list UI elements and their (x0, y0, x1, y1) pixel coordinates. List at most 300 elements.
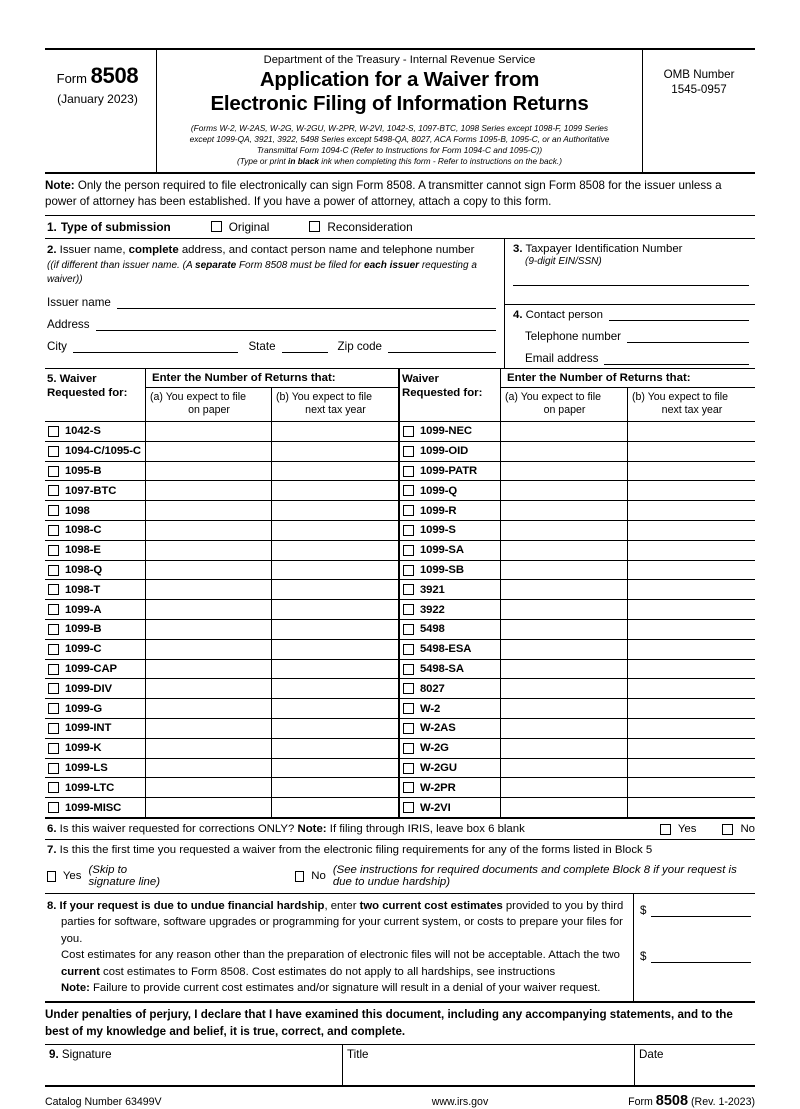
checkbox-icon-1099-ltc[interactable] (48, 782, 59, 793)
block-6-corrections-only (45, 819, 755, 840)
block-8-line1-bold-2: two current cost estimates (359, 900, 503, 913)
waiver-form-label: 1099-LS (65, 762, 108, 775)
checkbox-icon-w-2g[interactable] (403, 743, 414, 754)
checkbox-icon-1094-c-1095-c[interactable] (48, 446, 59, 457)
waiver-form-label: 1099-NEC (420, 425, 472, 438)
perjury-statement: Under penalties of perjury, I declare that I have examined this document, including any accompanying statements, and to the best of my knowledge and belief, it is true, correct, and complete. (45, 1003, 755, 1044)
waiver-form-cell[interactable] (45, 462, 146, 481)
returns-next-year-cell[interactable] (272, 561, 398, 580)
checkbox-icon-1099-a[interactable] (48, 604, 59, 615)
waiver-form-label: 1099-PATR (420, 465, 478, 478)
form-number-line (45, 64, 150, 87)
catalog-number: Catalog Number 63499V (45, 1095, 162, 1108)
waiver-form-label: W-2 (420, 702, 441, 715)
waiver-form-cell[interactable] (45, 798, 146, 817)
form-title-block (157, 50, 643, 172)
checkbox-icon-3921[interactable] (403, 584, 414, 595)
waiver-form-cell[interactable] (400, 739, 501, 758)
telephone-label: Telephone number (525, 329, 622, 343)
waiver-form-label: 3922 (420, 603, 445, 616)
block-7-yes-option[interactable] (47, 864, 175, 888)
table-row (45, 620, 398, 640)
waiver-form-label: 1099-INT (65, 722, 112, 735)
block-1-number: 1. (47, 219, 57, 234)
email-field-row (513, 352, 749, 365)
cost-estimate-1-input[interactable] (651, 904, 751, 917)
returns-on-paper-cell[interactable] (501, 798, 628, 817)
checkbox-icon-1099-int[interactable] (48, 723, 59, 734)
omb-value: 1545-0957 (671, 83, 727, 97)
returns-on-paper-cell[interactable] (146, 481, 272, 500)
right-col-a-line-2: on paper (543, 403, 586, 416)
checkbox-icon-w-2pr[interactable] (403, 782, 414, 793)
waiver-form-cell[interactable] (400, 719, 501, 738)
returns-on-paper-cell[interactable] (146, 600, 272, 619)
block-6-note-bold: Note: (297, 823, 327, 836)
returns-next-year-cell[interactable] (272, 620, 398, 639)
waiver-form-cell[interactable] (45, 580, 146, 599)
checkbox-icon-1099-s[interactable] (403, 525, 414, 536)
returns-on-paper-cell[interactable] (501, 679, 628, 698)
form-number-block (45, 50, 157, 172)
returns-on-paper-cell[interactable] (146, 798, 272, 817)
zip-input[interactable] (388, 340, 496, 353)
table-row (45, 600, 398, 620)
returns-next-year-cell[interactable] (272, 798, 398, 817)
returns-on-paper-cell[interactable] (501, 699, 628, 718)
email-input[interactable] (604, 352, 749, 365)
waiver-form-label: W-2PR (420, 781, 456, 794)
block-8-number: 8. (47, 900, 57, 913)
returns-on-paper-cell[interactable] (146, 759, 272, 778)
block-7-options (47, 864, 755, 888)
returns-on-paper-cell[interactable] (146, 660, 272, 679)
block-9-number: 9. (49, 1047, 59, 1061)
irs-website[interactable]: www.irs.gov (431, 1095, 489, 1108)
waiver-form-label: 1099-LTC (65, 781, 115, 794)
left-col-b-line-1: (b) You expect to file (276, 390, 372, 403)
footer-revision: (Rev. 1-2023) (691, 1095, 755, 1108)
returns-on-paper-cell[interactable] (501, 481, 628, 500)
waiver-form-cell[interactable] (45, 541, 146, 560)
checkbox-icon-5498-sa[interactable] (403, 664, 414, 675)
checkbox-icon-1099-k[interactable] (48, 743, 59, 754)
returns-next-year-cell[interactable] (628, 561, 755, 580)
returns-next-year-cell[interactable] (272, 778, 398, 797)
table-row (400, 620, 755, 640)
waiver-form-cell[interactable] (400, 759, 501, 778)
checkbox-icon-1099-misc[interactable] (48, 802, 59, 813)
returns-next-year-cell[interactable] (272, 501, 398, 520)
waiver-form-label: W-2G (420, 742, 449, 755)
waiver-form-label: 1097-BTC (65, 484, 117, 497)
submission-reconsideration-label: Reconsideration (327, 219, 413, 234)
waiver-form-label: W-2VI (420, 801, 451, 814)
waiver-form-cell[interactable] (400, 798, 501, 817)
checkbox-icon-1098-c[interactable] (48, 525, 59, 536)
waiver-form-label: 3921 (420, 583, 445, 596)
table-row (400, 462, 755, 482)
checkbox-icon-1099-div[interactable] (48, 683, 59, 694)
form-revision-date: (January 2023) (57, 92, 138, 107)
returns-on-paper-cell[interactable] (146, 719, 272, 738)
returns-next-year-cell[interactable] (272, 719, 398, 738)
waiver-form-label: 1098-T (65, 583, 101, 596)
block-5-right-header (400, 369, 755, 422)
block-3-number: 3. (513, 242, 523, 255)
applicable-forms-line-2: except 1099-QA, 3921, 3922, 5498 Series except 5498-QA, 8027, ACA Forms 1095-B, 1095-C, or an Authoritative (189, 133, 610, 144)
block-5-left-header-label (45, 369, 146, 421)
waiver-form-cell[interactable] (45, 739, 146, 758)
checkbox-icon-1099-c[interactable] (48, 644, 59, 655)
returns-on-paper-cell[interactable] (501, 580, 628, 599)
returns-on-paper-cell[interactable] (501, 442, 628, 461)
checkbox-icon-block6-yes[interactable] (660, 824, 671, 835)
returns-on-paper-cell[interactable] (501, 640, 628, 659)
table-row (45, 719, 398, 739)
waiver-form-cell[interactable] (45, 699, 146, 718)
returns-next-year-cell[interactable] (628, 541, 755, 560)
returns-on-paper-cell[interactable] (146, 422, 272, 441)
waiver-form-cell[interactable] (400, 778, 501, 797)
waiver-form-cell[interactable] (45, 501, 146, 520)
telephone-input[interactable] (627, 330, 749, 343)
waiver-form-label: W-2GU (420, 762, 457, 775)
address-input[interactable] (96, 318, 496, 331)
state-input[interactable] (282, 340, 328, 353)
waiver-form-label: 5498-ESA (420, 643, 472, 656)
returns-on-paper-cell[interactable] (146, 739, 272, 758)
waiver-form-label: 1099-Q (420, 484, 458, 497)
table-row (400, 798, 755, 817)
returns-next-year-cell[interactable] (628, 501, 755, 520)
returns-next-year-cell[interactable] (628, 580, 755, 599)
waiver-form-cell[interactable] (400, 660, 501, 679)
returns-on-paper-cell[interactable] (501, 660, 628, 679)
table-row (45, 462, 398, 482)
block-5-left-header-text: Waiver Requested for: (47, 372, 128, 400)
block-4-number: 4. (513, 308, 523, 321)
table-row (400, 422, 755, 442)
block-5-waiver-table (45, 369, 755, 819)
left-col-b-header (272, 388, 398, 421)
block-6-yes-label: Yes (677, 823, 697, 836)
returns-on-paper-cell[interactable] (501, 719, 628, 738)
returns-next-year-cell[interactable] (628, 679, 755, 698)
returns-on-paper-cell[interactable] (501, 600, 628, 619)
block-6-yes-option[interactable] (660, 823, 697, 835)
checkbox-icon-8027[interactable] (403, 683, 414, 694)
signature-field[interactable] (45, 1045, 343, 1085)
irs-form-8508 (45, 48, 755, 1109)
submission-original-option[interactable] (211, 220, 270, 234)
returns-on-paper-cell[interactable] (501, 739, 628, 758)
contact-person-input[interactable] (609, 308, 749, 321)
checkbox-icon-reconsideration[interactable] (309, 221, 320, 232)
waiver-form-label: 1095-B (65, 465, 102, 478)
left-col-a-line-2: on paper (188, 403, 230, 416)
returns-on-paper-cell[interactable] (501, 778, 628, 797)
right-col-a-header (501, 388, 628, 421)
block-2-number: 2. (47, 243, 57, 256)
waiver-form-cell[interactable] (400, 462, 501, 481)
returns-next-year-cell[interactable] (272, 580, 398, 599)
checkbox-icon-1099-patr[interactable] (403, 466, 414, 477)
returns-next-year-cell[interactable] (272, 640, 398, 659)
block-5-right-header-label: Waiver Requested for: (400, 369, 501, 421)
signer-note (45, 174, 755, 216)
checkbox-icon-1097-btc[interactable] (48, 485, 59, 496)
checkbox-icon-1098-t[interactable] (48, 584, 59, 595)
returns-next-year-cell[interactable] (272, 699, 398, 718)
title-field[interactable] (343, 1045, 635, 1085)
checkbox-icon-1099-b[interactable] (48, 624, 59, 635)
returns-on-paper-cell[interactable] (146, 580, 272, 599)
returns-on-paper-cell[interactable] (146, 561, 272, 580)
block-2-heading (47, 243, 496, 258)
returns-on-paper-cell[interactable] (501, 462, 628, 481)
table-row (400, 521, 755, 541)
waiver-form-cell[interactable] (400, 541, 501, 560)
checkbox-icon-1099-q[interactable] (403, 485, 414, 496)
returns-on-paper-cell[interactable] (146, 778, 272, 797)
checkbox-icon-3922[interactable] (403, 604, 414, 615)
returns-on-paper-cell[interactable] (146, 679, 272, 698)
returns-on-paper-cell[interactable] (146, 640, 272, 659)
returns-next-year-cell[interactable] (628, 759, 755, 778)
waiver-form-cell[interactable] (45, 481, 146, 500)
returns-next-year-cell[interactable] (628, 719, 755, 738)
signature-label: Signature (58, 1047, 112, 1061)
checkbox-icon-1095-b[interactable] (48, 466, 59, 477)
checkbox-icon-block6-no[interactable] (722, 824, 733, 835)
issuer-name-input[interactable] (117, 296, 496, 309)
returns-on-paper-cell[interactable] (146, 462, 272, 481)
waiver-form-cell[interactable] (400, 501, 501, 520)
returns-on-paper-cell[interactable] (146, 442, 272, 461)
waiver-form-label: 1099-OID (420, 445, 469, 458)
cost-estimate-2-row (640, 950, 751, 963)
waiver-form-label: 1099-DIV (65, 682, 112, 695)
waiver-form-label: 1099-B (65, 623, 102, 636)
returns-on-paper-cell[interactable] (146, 620, 272, 639)
returns-on-paper-cell[interactable] (501, 521, 628, 540)
returns-next-year-cell[interactable] (628, 640, 755, 659)
returns-next-year-cell[interactable] (628, 422, 755, 441)
block-8-line-3: Cost estimates for any reason other than the preparation of electronic files will not be acceptable. Attach the two (61, 949, 620, 962)
issuer-name-label: Issuer name (47, 295, 111, 309)
returns-next-year-cell[interactable] (628, 481, 755, 500)
checkbox-icon-1099-r[interactable] (403, 505, 414, 516)
checkbox-icon-1099-cap[interactable] (48, 664, 59, 675)
waiver-form-cell[interactable] (45, 561, 146, 580)
returns-next-year-cell[interactable] (272, 541, 398, 560)
checkbox-icon-1099-nec[interactable] (403, 426, 414, 437)
returns-next-year-cell[interactable] (272, 481, 398, 500)
returns-next-year-cell[interactable] (628, 442, 755, 461)
block-1-label: Type of submission (60, 219, 171, 234)
checkbox-icon-block7-yes[interactable] (47, 871, 56, 882)
issuer-name-field-row (47, 296, 496, 309)
block-8-line5-bold: Note: (61, 981, 90, 994)
waiver-form-cell[interactable] (45, 600, 146, 619)
right-col-b-header (628, 388, 755, 421)
block-3-label: Taxpayer Identification Number (522, 242, 683, 255)
telephone-field-row (513, 330, 749, 343)
block-6-number: 6. (47, 823, 57, 836)
returns-next-year-cell[interactable] (628, 739, 755, 758)
checkbox-icon-w-2gu[interactable] (403, 763, 414, 774)
address-field-row (47, 318, 496, 331)
table-row (45, 699, 398, 719)
returns-next-year-cell[interactable] (628, 778, 755, 797)
table-row (400, 481, 755, 501)
waiver-form-cell[interactable] (45, 778, 146, 797)
returns-on-paper-cell[interactable] (501, 422, 628, 441)
table-row (45, 660, 398, 680)
returns-next-year-cell[interactable] (272, 600, 398, 619)
city-label: City (47, 339, 67, 353)
tin-input[interactable] (513, 285, 749, 286)
waiver-form-cell[interactable] (45, 660, 146, 679)
returns-next-year-cell[interactable] (272, 759, 398, 778)
returns-next-year-cell[interactable] (628, 798, 755, 817)
block-8-text (45, 894, 634, 1001)
checkbox-icon-1099-ls[interactable] (48, 763, 59, 774)
waiver-form-cell[interactable] (45, 442, 146, 461)
waiver-form-label: 1099-SA (420, 544, 464, 557)
right-col-group-title: Enter the Number of Returns that: (501, 369, 755, 388)
right-col-b-line-1: (b) You expect to file (632, 390, 728, 403)
waiver-form-label: W-2AS (420, 722, 456, 735)
checkbox-icon-1098-q[interactable] (48, 565, 59, 576)
returns-next-year-cell[interactable] (628, 620, 755, 639)
returns-on-paper-cell[interactable] (501, 501, 628, 520)
block-8-line1-mid: , enter (324, 900, 360, 913)
block-7-no-note: (See instructions for required documents and complete Block 8 if your request is due to undue hardship) (332, 864, 737, 889)
block-8-line1-post: provided to you by third (502, 900, 624, 913)
checkbox-icon-1099-g[interactable] (48, 703, 59, 714)
block-6-text-post: If filing through IRIS, leave box 6 blank (326, 823, 525, 836)
waiver-form-cell[interactable] (400, 679, 501, 698)
block-2-sub-post: requesting a waiver)) (47, 260, 477, 285)
checkbox-icon-5498-esa[interactable] (403, 644, 414, 655)
returns-on-paper-cell[interactable] (146, 699, 272, 718)
waiver-form-cell[interactable] (400, 561, 501, 580)
checkbox-icon-original[interactable] (211, 221, 222, 232)
city-input[interactable] (73, 340, 238, 353)
checkbox-icon-1098[interactable] (48, 505, 59, 516)
waiver-form-label: 1098-E (65, 544, 101, 557)
waiver-form-cell[interactable] (400, 580, 501, 599)
returns-next-year-cell[interactable] (272, 739, 398, 758)
returns-on-paper-cell[interactable] (146, 541, 272, 560)
returns-next-year-cell[interactable] (272, 422, 398, 441)
returns-on-paper-cell[interactable] (146, 521, 272, 540)
returns-next-year-cell[interactable] (272, 462, 398, 481)
block-8-line-1 (47, 898, 625, 914)
checkbox-icon-1042-s[interactable] (48, 426, 59, 437)
waiver-form-cell[interactable] (400, 640, 501, 659)
waiver-form-cell[interactable] (45, 679, 146, 698)
block-2-sub-bold-2: each issuer (364, 260, 420, 272)
waiver-form-cell[interactable] (45, 719, 146, 738)
waiver-form-cell[interactable] (400, 620, 501, 639)
waiver-form-cell[interactable] (400, 422, 501, 441)
returns-on-paper-cell[interactable] (501, 620, 628, 639)
table-row (45, 442, 398, 462)
returns-next-year-cell[interactable] (628, 521, 755, 540)
returns-next-year-cell[interactable] (628, 699, 755, 718)
cost-estimate-2-input[interactable] (651, 950, 751, 963)
left-col-b-line-2: next tax year (305, 403, 366, 416)
returns-next-year-cell[interactable] (272, 442, 398, 461)
checkbox-icon-w-2[interactable] (403, 703, 414, 714)
submission-reconsideration-option[interactable] (309, 220, 412, 234)
returns-next-year-cell[interactable] (628, 462, 755, 481)
checkbox-icon-1099-oid[interactable] (403, 446, 414, 457)
waiver-form-label: 1099-R (420, 504, 457, 517)
returns-next-year-cell[interactable] (272, 521, 398, 540)
print-note-pre: (Type or print (237, 155, 289, 166)
checkbox-icon-1099-sa[interactable] (403, 545, 414, 556)
returns-on-paper-cell[interactable] (501, 759, 628, 778)
block-7-no-label: No (311, 870, 326, 883)
checkbox-icon-1098-e[interactable] (48, 545, 59, 556)
checkbox-icon-w-2vi[interactable] (403, 802, 414, 813)
waiver-form-cell[interactable] (400, 600, 501, 619)
returns-next-year-cell[interactable] (628, 660, 755, 679)
waiver-form-cell[interactable] (45, 422, 146, 441)
checkbox-icon-block7-no[interactable] (295, 871, 304, 882)
block-8-amount-fields (634, 894, 755, 1001)
waiver-form-cell[interactable] (45, 759, 146, 778)
waiver-form-cell[interactable] (400, 442, 501, 461)
block-7-yes-note: (Skip to signature line) (88, 864, 161, 889)
form-number: 8508 (90, 63, 139, 88)
waiver-form-cell[interactable] (400, 521, 501, 540)
waiver-form-cell[interactable] (400, 481, 501, 500)
waiver-form-label: 1099-G (65, 702, 103, 715)
submission-original-label: Original (228, 219, 270, 234)
returns-next-year-cell[interactable] (628, 600, 755, 619)
table-row (45, 640, 398, 660)
returns-next-year-cell[interactable] (272, 660, 398, 679)
returns-on-paper-cell[interactable] (501, 561, 628, 580)
returns-on-paper-cell[interactable] (501, 541, 628, 560)
date-field[interactable] (635, 1045, 755, 1085)
block-4-label: Contact person (522, 308, 603, 321)
table-row (45, 521, 398, 541)
checkbox-icon-5498[interactable] (403, 624, 414, 635)
block-8-line5-post: Failure to provide current cost estimates and/or signature will result in a denial of your waiver request. (89, 981, 601, 994)
table-row (45, 561, 398, 581)
checkbox-icon-w-2as[interactable] (403, 723, 414, 734)
block-7-no-option[interactable] (295, 864, 755, 888)
checkbox-icon-1099-sb[interactable] (403, 565, 414, 576)
waiver-form-cell[interactable] (45, 640, 146, 659)
table-row (400, 679, 755, 699)
waiver-form-cell[interactable] (45, 521, 146, 540)
waiver-form-cell[interactable] (400, 699, 501, 718)
returns-next-year-cell[interactable] (272, 679, 398, 698)
form-title-line-2: Electronic Filing of Information Returns (210, 91, 589, 115)
blocks-2-3-4 (45, 239, 755, 369)
returns-on-paper-cell[interactable] (146, 501, 272, 520)
waiver-form-label: 1099-K (65, 742, 102, 755)
waiver-form-cell[interactable] (45, 620, 146, 639)
block-6-no-option[interactable] (722, 823, 755, 835)
